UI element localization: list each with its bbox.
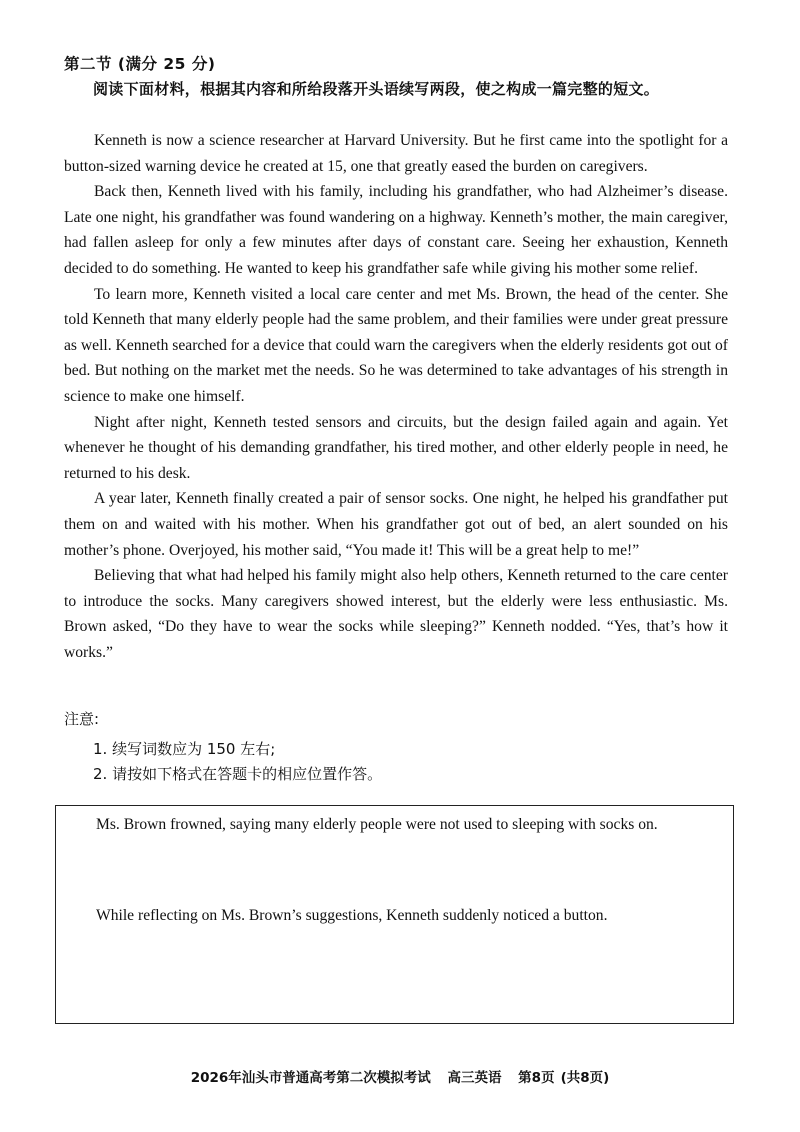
note-item: 1. 续写词数应为 150 左右;: [93, 740, 276, 758]
footer-page-number: 第8页: [518, 1070, 555, 1086]
passage-paragraph: Back then, Kenneth lived with his family, including his grandfather, who had Alzheimer’s disease. Late one night, his grandfather was found wandering on a highway. Kenneth’s mother, the main caregiver, had fallen asleep for only a few minutes after days of constant care. Seeing her exhaustion, Kenneth decided to do something. He wanted to keep his grandfather safe while giving his mother some relief.: [64, 183, 728, 277]
paragraph-start-2: While reflecting on Ms. Brown’s suggestions, Kenneth suddenly noticed a button.: [96, 907, 608, 924]
paragraph-start-1: Ms. Brown frowned, saying many elderly people were not used to sleeping with socks on.: [96, 816, 658, 833]
notes-list: [93, 737, 382, 787]
footer-subject: 高三英语: [447, 1070, 502, 1086]
reading-passage: [64, 128, 728, 665]
footer-page-total: (共8页): [560, 1070, 610, 1086]
notes-title: 注意:: [64, 710, 100, 728]
answer-box: [55, 805, 734, 1024]
footer-exam-name: 2026年汕头市普通高考第二次模拟考试: [190, 1070, 431, 1086]
passage-paragraph: Night after night, Kenneth tested sensors and circuits, but the design failed again and again. Yet whenever he thought of his demanding grandfather, his tired mother, and other elderly people in need, he returned to his desk.: [64, 413, 728, 482]
passage-paragraph: Believing that what had helped his family might also help others, Kenneth returned to the care center to introduce the socks. Many caregivers showed interest, but the elderly were less enthusiastic. Ms. Brown asked, “Do they have to wear the socks while sleeping?” Kenneth nodded. “Yes, that’s how it works.”: [64, 567, 728, 661]
section-instruction: 阅读下面材料，根据其内容和所给段落开头语续写两段，使之构成一篇完整的短文。: [93, 80, 660, 98]
section-title: 第二节 (满分 25 分): [64, 55, 216, 73]
passage-paragraph: To learn more, Kenneth visited a local care center and met Ms. Brown, the head of the center. She told Kenneth that many elderly people had the same problem, and their families were under great pressure as well. Kenneth searched for a device that could warn the caregivers when the elderly residents got out of bed. But nothing on the market met the needs. So he was determined to take advantages of his strength in science to make one himself.: [64, 285, 728, 405]
passage-paragraph: Kenneth is now a science researcher at Harvard University. But he first came into the spotlight for a button-sized warning device he created at 15, one that greatly eased the burden on caregivers.: [64, 132, 728, 175]
note-item: 2. 请按如下格式在答题卡的相应位置作答。: [93, 765, 383, 783]
page-footer: [0, 1066, 800, 1086]
passage-paragraph: A year later, Kenneth finally created a pair of sensor socks. One night, he helped his grandfather put them on and waited with his mother. When his grandfather got out of bed, an alert sounded on his mother’s phone. Overjoyed, his mother said, “You made it! This will be a great help to me!”: [64, 490, 728, 559]
